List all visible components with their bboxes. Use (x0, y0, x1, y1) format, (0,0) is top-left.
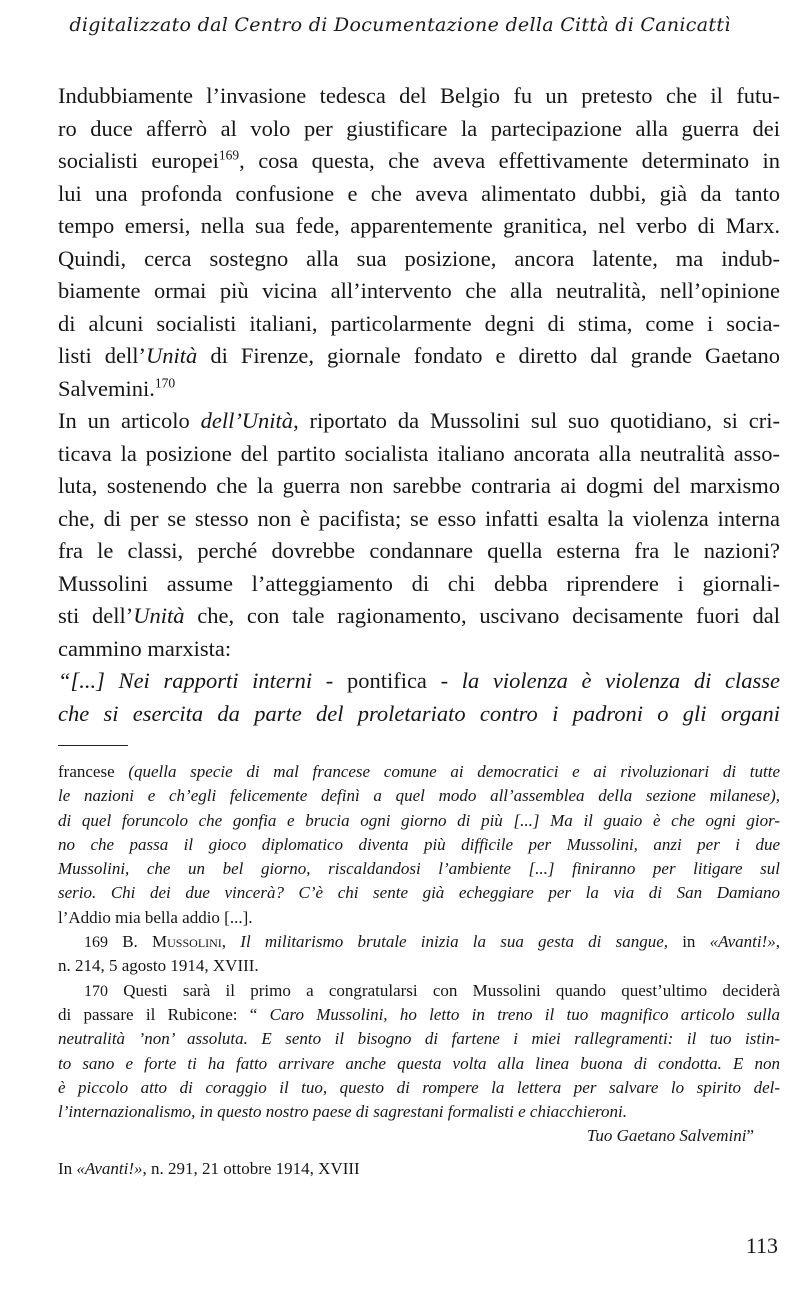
main-text (58, 80, 780, 730)
page-number: 113 (745, 1233, 778, 1258)
footnote-line: no che passa il gioco diplomatico diventa più difficile per Mussolini, anzi per i due (58, 834, 780, 854)
text-line: listi dell’Unità di Firenze, giornale fondato e diretto dal grande Gaetano (58, 343, 780, 368)
footnote-line: n. 214, 5 agosto 1914, XVIII. (58, 956, 259, 976)
footnote-line: l’Addio mia bella addio [...]. (58, 907, 253, 927)
footnote-line: le nazioni e ch’egli felicemente definì a quel modo all’assemblea della sezione milanese), (58, 786, 780, 806)
footnote-line: è piccolo atto di coraggio il tuo, questo di rompere la lettera per salvare lo spirito del- (58, 1077, 780, 1097)
footnote-line: l’internazionalismo, in questo nostro paese di sagrestani formalisti e chiacchieroni. (58, 1102, 627, 1122)
footnote-line: to sano e forte ti ha fatto arrivare anche questa volta alla linea buona di condotta. E non (58, 1053, 780, 1073)
footnote-line: serio. Chi dei due vincerà? C’è chi sente già echeggiare per la via di San Damiano (58, 883, 780, 903)
footnote-170: 170 Questi sarà il primo a congratularsi con Mussolini quando quest’ultimo deciderà (84, 980, 780, 1000)
text-line: biamente ormai più vicina all’intervento che alla neutralità, nell’opinione (58, 278, 780, 303)
footnote-reference: In «Avanti!», n. 291, 21 ottobre 1914, XVIII (58, 1158, 360, 1178)
text-line: luta, sostenendo che la guerra non sarebbe contraria ai dogmi del marxismo (58, 473, 780, 498)
text-line: “[...] Nei rapporti interni - pontifica - la violenza è violenza di classe (58, 668, 780, 693)
text-line: Salvemini.$^{170}$ (58, 375, 176, 401)
footnote-line: di quel foruncolo che gonfia e brucia ogni giorno di più [...] Ma il guaio è che ogni gior- (58, 810, 780, 830)
text-line: Mussolini assume l’atteggiamento di chi debba riprendere i giornali- (58, 570, 780, 596)
text-line: che si esercita da parte del proletariato contro i padroni o gli organi (58, 700, 780, 726)
footnote-ref-169[interactable]: 169 (218, 147, 240, 163)
footnote-line: neutralità ’non’ assoluta. E sento il bisogno di fartene i miei rallegramenti: il tuo istin- (58, 1029, 780, 1049)
text-line: Quindi, cerca sostegno alla sua posizione, ancora latente, ma indub- (58, 245, 780, 271)
footnote-169: 169 B. Mussolini, Il militarismo brutale inizia la sua gesta di sangue, in «Avanti!», (84, 932, 781, 952)
text-line: lui una profonda confusione e che aveva alimentato dubbi, già da tanto (58, 180, 780, 206)
text-line: fra le classi, perché dovrebbe condannare quella esterna fra le nazioni? (58, 538, 780, 563)
footnote-ref-170[interactable]: 170 (154, 375, 176, 390)
digitization-watermark: digitalizzato dal Centro di Documentazione della Città di Canicattì (69, 14, 731, 36)
text-line: ticava la posizione del partito socialista italiano ancorata alla neutralità asso- (58, 440, 780, 466)
text-line: di alcuni socialisti italiani, particolarmente degni di stima, come i socia- (58, 310, 780, 336)
footnote-signature: Tuo Gaetano Salvemini” (586, 1126, 754, 1146)
text-line: Indubbiamente l’invasione tedesca del Belgio fu un pretesto che il futu- (58, 83, 780, 108)
footnote-number: 169 (84, 934, 108, 952)
footnote-line: di passare il Rubicone: “ Caro Mussolini, ho letto in treno il tuo magnifico articolo sulla (58, 1004, 780, 1024)
footnote-line: francese (quella specie di mal francese comune ai democratici e ai rivoluzionari di tutte (58, 762, 780, 781)
footnote-line: Mussolini, che un bel giorno, riscaldandosi l’ambiente [...] finiranno per litigare sul (58, 859, 780, 879)
footnotes (58, 760, 780, 1181)
text-line: In un articolo dell’Unità, riportato da Mussolini sul suo quotidiano, si cri- (58, 408, 780, 433)
text-line: tempo emersi, nella sua fede, apparentemente granitica, nel verbo di Marx. (58, 213, 780, 238)
text-line: cammino marxista: (58, 635, 232, 661)
text-line: che, di per se stesso non è pacifista; se esso infatti esalta la violenza interna (58, 505, 780, 531)
text-line: sti dell’Unità che, con tale ragionamento, uscivano decisamente fuori dal (58, 603, 780, 628)
footnote-separator (58, 745, 128, 746)
text-line: ro duce afferrò al volo per giustificare la partecipazione alla guerra dei (58, 115, 780, 141)
footnote-number: 170 (84, 982, 108, 1000)
text-line: socialisti europei$^{169}$, cosa questa, che aveva effettivamente determinato in (58, 147, 780, 173)
